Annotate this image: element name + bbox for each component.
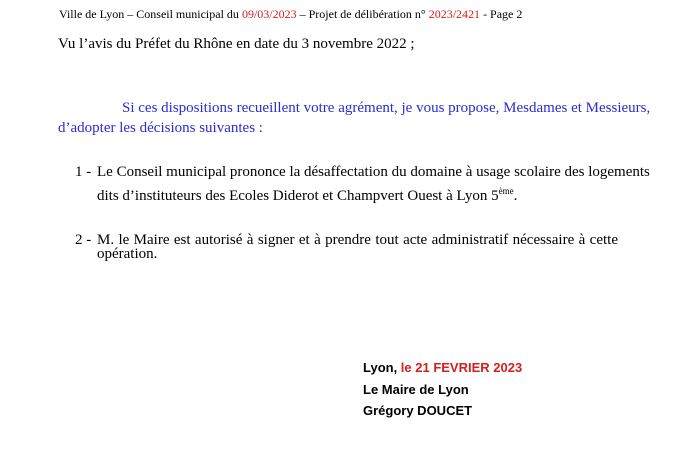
signatory-title: Le Maire de Lyon (363, 382, 469, 397)
decision-text-line-1: Le Conseil municipal prononce la désaffectation du domaine à usage scolaire des logements (97, 164, 650, 180)
page-number: - Page 2 (480, 7, 523, 21)
decision-text-line-2: opération. (97, 246, 158, 262)
decision-number: 2 - (75, 232, 92, 248)
decision-text-line-2-end: . (513, 188, 518, 204)
header-middle: – Projet de délibération n° (296, 7, 429, 21)
deliberation-number: 2023/2421 (428, 7, 481, 21)
decision-text-line-1: M. le Maire est autorisé à signer et à prendre tout acte administratif nécessaire à cette (97, 232, 618, 248)
page-header (59, 6, 522, 22)
ordinal-superscript: ème (498, 186, 514, 196)
vu-paragraph: Vu l’avis du Préfet du Rhône en date du 3 novembre 2022 ; (58, 36, 415, 52)
proposal-line-2: d’adopter les décisions suivantes : (58, 120, 263, 136)
signatory-name: Grégory DOUCET (363, 403, 473, 418)
decision-text-line-2 (97, 187, 517, 205)
decision-text-line-2-main: dits d’instituteurs des Ecoles Diderot et Champvert Ouest à Lyon 5 (97, 188, 499, 204)
signature-city: Lyon, (363, 360, 401, 375)
signature-date: le 21 FEVRIER 2023 (400, 360, 523, 375)
signature-place-date (363, 360, 522, 376)
council-date: 09/03/2023 (241, 7, 297, 21)
proposal-line-1: Si ces dispositions recueillent votre agrément, je vous propose, Mesdames et Messieurs, (122, 100, 651, 116)
decision-number: 1 - (75, 164, 92, 180)
header-prefix: Ville de Lyon – Conseil municipal du (59, 7, 242, 21)
